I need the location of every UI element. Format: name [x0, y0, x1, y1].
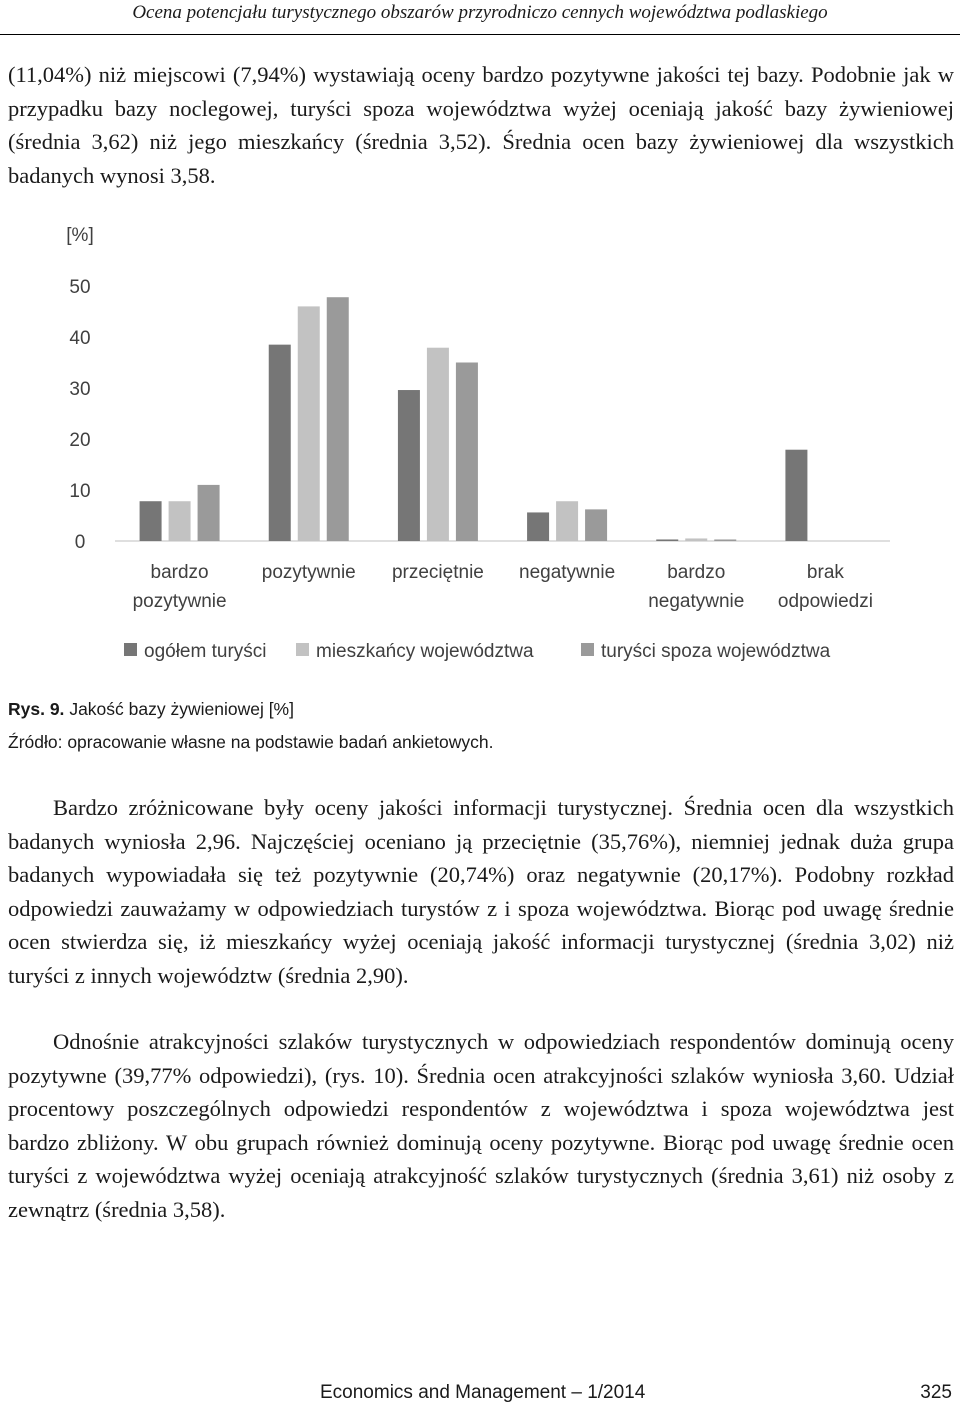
bar — [198, 485, 220, 541]
y-tick-label: 30 — [69, 379, 91, 400]
bar — [714, 539, 736, 541]
bar — [427, 348, 449, 541]
legend-label: mieszkańcy województwa — [316, 641, 534, 662]
x-tick-label: odpowiedzi — [777, 591, 873, 612]
bars — [140, 297, 808, 541]
page-number: 325 — [920, 1382, 952, 1403]
x-tick-label: pozytywnie — [261, 562, 356, 583]
y-axis-ticks — [69, 277, 90, 553]
bar — [656, 539, 678, 541]
bar — [269, 345, 291, 541]
x-tick-label: brak — [806, 562, 844, 583]
bar — [298, 306, 320, 541]
legend-label: ogółem turyści — [144, 641, 267, 662]
paragraph-2: Bardzo zróżnicowane były oceny jakości informacji turystycznej. Średnia ocen dla wszystkich badanych wyniosła 2,96. Najczęściej oceniano ją przeciętnie (35,76%), niemniej jednak duża grupa badanych wypowiadała się też pozytywnie (20,74%) oraz negatywnie (20,17%). Podobny rozkład odpowiedzi zauważamy w odpowiedziach turystów z i spoza województwa. Biorąc pod uwagę średnie ocen stwierdza się, iż mieszkańcy wyżej oceniają jakość informacji turystycznej (średnia 3,02) niż turyści z innych województw (średnia 2,90). — [8, 795, 954, 988]
bar — [585, 509, 607, 541]
legend — [124, 641, 831, 662]
legend-swatch — [296, 643, 309, 656]
y-tick-label: 10 — [69, 481, 91, 502]
bar — [140, 501, 162, 541]
x-tick-label: pozytywnie — [132, 591, 227, 612]
bar — [556, 501, 578, 541]
figure-source: Źródło: opracowanie własne na podstawie badań ankietowych. — [8, 732, 494, 752]
bar — [785, 450, 807, 541]
figure-caption — [8, 699, 294, 720]
y-tick-label: 50 — [69, 277, 91, 298]
paragraph-3: Odnośnie atrakcyjności szlaków turystycznych w odpowiedziach respondentów dominują oceny pozytywne (39,77% odpowiedzi), (rys. 10). Średnia ocen atrakcyjności szlaków wyniosła 3,60. Udział procentowy poszczególnych odpowiedzi respondentów z województwa i spoza województwa jest bardzo zbliżony. W obu grupach również dominują oceny pozytywne. Biorąc pod uwagę średnie ocen turyści z województwa wyżej oceniają atrakcyjność szlaków turystycznych (średnia 3,61) niż osoby z zewnątrz (średnia 3,58). — [8, 1029, 954, 1222]
legend-swatch — [581, 643, 594, 656]
bar — [398, 390, 420, 541]
x-tick-label: przeciętnie — [391, 562, 484, 583]
x-tick-label: bardzo — [667, 562, 726, 583]
y-tick-label: 20 — [69, 430, 91, 451]
x-tick-label: negatywnie — [519, 562, 616, 583]
bar — [685, 538, 707, 541]
bar — [456, 363, 478, 542]
legend-swatch — [124, 643, 137, 656]
x-tick-label: negatywnie — [648, 591, 745, 612]
x-tick-label: bardzo — [150, 562, 209, 583]
running-header: Ocena potencjału turystycznego obszarów przyrodniczo cennych województwa podlaskiego — [0, 0, 960, 35]
journal-footer: Economics and Management – 1/2014 — [320, 1382, 646, 1403]
bar — [169, 501, 191, 541]
y-tick-label: 40 — [69, 328, 91, 349]
figure-title: Jakość bazy żywieniowej [%] — [69, 699, 294, 719]
bar — [527, 512, 549, 541]
bar-chart — [0, 210, 960, 690]
y-axis-label: [%] — [66, 225, 94, 246]
y-tick-label: 0 — [74, 532, 86, 553]
figure-number: Rys. 9. — [8, 699, 65, 719]
paragraph-top: (11,04%) niż miejscowi (7,94%) wystawiają oceny bardzo pozytywne jakości tej bazy. Podobnie jak w przypadku bazy noclegowej, turyści spoza województwa wyżej oceniają jakość bazy żywieniowej (średnia 3,62) niż jego mieszkańcy (średnia 3,52). Średnia ocen bazy żywieniowej dla wszystkich badanych wynosi 3,58. — [8, 62, 954, 188]
bar — [327, 297, 349, 541]
legend-label: turyści spoza województwa — [601, 641, 831, 662]
x-axis-labels — [133, 562, 873, 612]
